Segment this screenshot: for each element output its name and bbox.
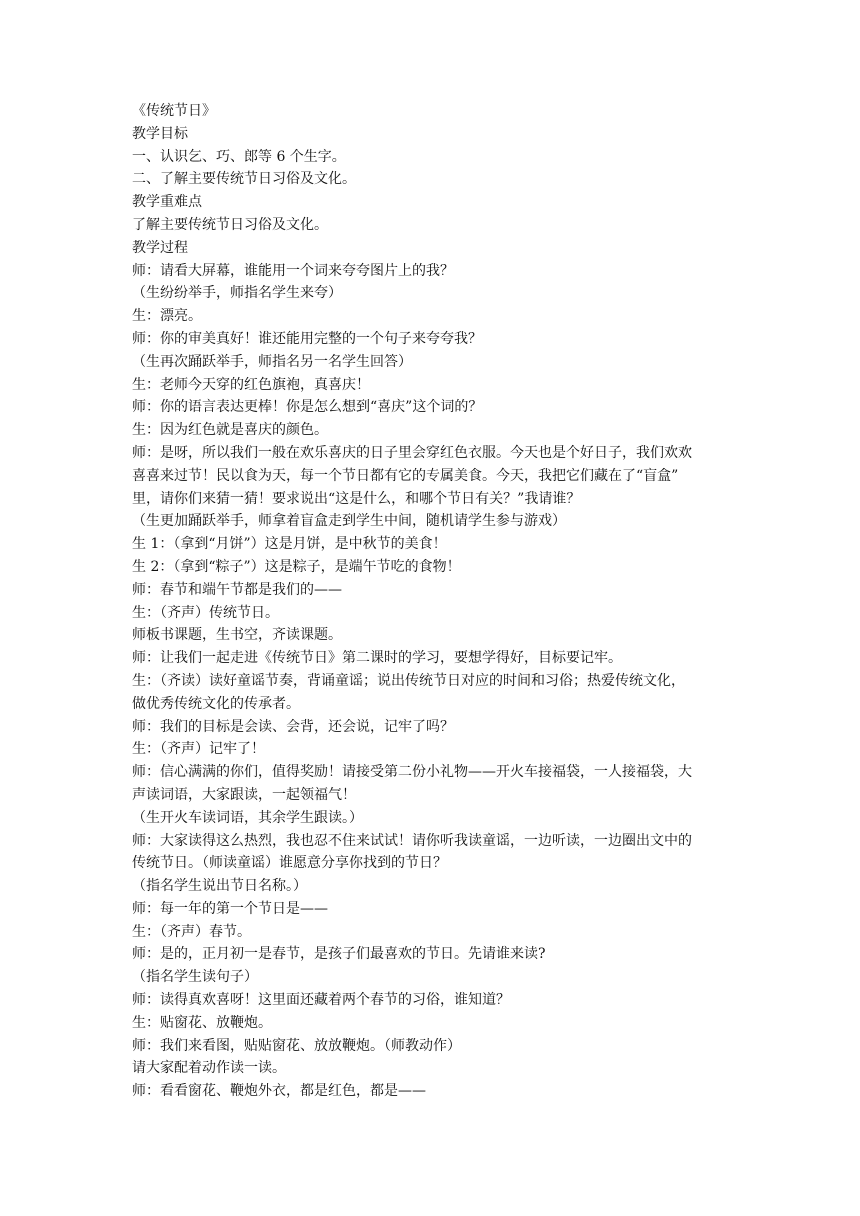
text-line: 生：因为红色就是喜庆的颜色。 xyxy=(132,422,328,439)
text-line: 喜喜来过节！民以食为天，每一个节日都有它的专属美食。今天，我把它们藏在了“盲盒” xyxy=(132,467,679,484)
text-line: 生：漂亮。 xyxy=(132,308,202,325)
text-line: 师：信心满满的你们，值得奖励！请接受第二份小礼物——开火车接福袋，一人接福袋，大 xyxy=(132,764,692,781)
text-line: 师：让我们一起走进《传统节日》第二课时的学习，要想学得好，目标要记牢。 xyxy=(132,650,622,667)
text-line: 二、了解主要传统节日习俗及文化。 xyxy=(132,171,356,188)
text-line: 声读词语，大家跟读，一起领福气！ xyxy=(132,786,356,803)
text-line: 师：你的审美真好！谁还能用完整的一个句子来夸夸我？ xyxy=(132,330,482,347)
text-line: 师：你的语言表达更棒！你是怎么想到“喜庆”这个词的？ xyxy=(132,399,483,416)
document-title: 《传统节日》 xyxy=(132,103,216,119)
text-line: 生：（齐声）记牢了！ xyxy=(132,741,265,758)
document-lines xyxy=(132,123,732,1103)
text-line: 师：是的，正月初一是春节，是孩子们最喜欢的节日。先请谁来读? xyxy=(132,946,546,963)
text-line: （指名学生说出节日名称。） xyxy=(132,878,307,895)
text-line: 了解主要传统节日习俗及文化。 xyxy=(132,216,328,233)
text-line: （生再次踊跃举手，师指名另一名学生回答） xyxy=(132,353,412,370)
text-line: 生 1：（拿到“月饼”）这是月饼，是中秋节的美食！ xyxy=(132,536,447,553)
text-line: 里，请你们来猜一猜！要求说出“这是什么，和哪个节日有关？”我请谁？ xyxy=(132,490,581,507)
text-line: 生：老师今天穿的红色旗袍，真喜庆！ xyxy=(132,376,370,393)
text-line: 教学目标 xyxy=(132,125,188,142)
text-line: 师：看看窗花、鞭炮外衣，都是红色，都是—— xyxy=(132,1083,426,1100)
text-line: 生：贴窗花、放鞭炮。 xyxy=(132,1014,272,1031)
text-line: 生：（齐读）读好童谣节奏，背诵童谣；说出传统节日对应的时间和习俗；热爱传统文化， xyxy=(132,672,685,689)
text-line: 师板书课题，生书空，齐读课题。 xyxy=(132,627,342,644)
text-line: 师：春节和端午节都是我们的—— xyxy=(132,581,342,598)
text-line: 师：读得真欢喜呀！这里面还藏着两个春节的习俗，谁知道？ xyxy=(132,992,510,1009)
text-line: 师：是呀，所以我们一般在欢乐喜庆的日子里会穿红色衣服。今天也是个好日子，我们欢欢 xyxy=(132,444,692,461)
text-line: （指名学生读句子） xyxy=(132,969,258,986)
text-line: 一、认识乞、巧、郎等 6 个生字。 xyxy=(132,148,346,165)
text-line: 请大家配着动作读一读。 xyxy=(132,1060,286,1077)
text-line: 教学重难点 xyxy=(132,194,202,211)
text-line: 生：（齐声）传统节日。 xyxy=(132,604,279,621)
text-line: 教学过程 xyxy=(132,239,188,256)
text-line: （生纷纷举手，师指名学生来夸） xyxy=(132,285,342,302)
text-line: 师：请看大屏幕，谁能用一个词来夸夸图片上的我？ xyxy=(132,262,454,279)
text-line: 生：（齐声）春节。 xyxy=(132,923,251,940)
document-body xyxy=(132,100,732,1103)
text-line: 师：每一年的第一个节日是—— xyxy=(132,900,328,917)
text-line: 生 2：（拿到“粽子”）这是粽子，是端午节吃的食物！ xyxy=(132,558,461,575)
text-line: 师：我们的目标是会读、会背，还会说，记牢了吗？ xyxy=(132,718,454,735)
text-line: （生开火车读词语，其余学生跟读。） xyxy=(132,809,363,826)
text-line: 做优秀传统文化的传承者。 xyxy=(132,695,300,712)
text-line: 师：我们来看图，贴贴窗花、放放鞭炮。（师教动作） xyxy=(132,1037,461,1054)
text-line: 师：大家读得这么热烈，我也忍不住来试试！请你听我读童谣，一边听读，一边圈出文中的 xyxy=(132,832,692,849)
text-line: （生更加踊跃举手，师拿着盲盒走到学生中间，随机请学生参与游戏） xyxy=(132,513,566,530)
text-line: 传统节日。（师读童谣）谁愿意分享你找到的节日？ xyxy=(132,855,447,872)
